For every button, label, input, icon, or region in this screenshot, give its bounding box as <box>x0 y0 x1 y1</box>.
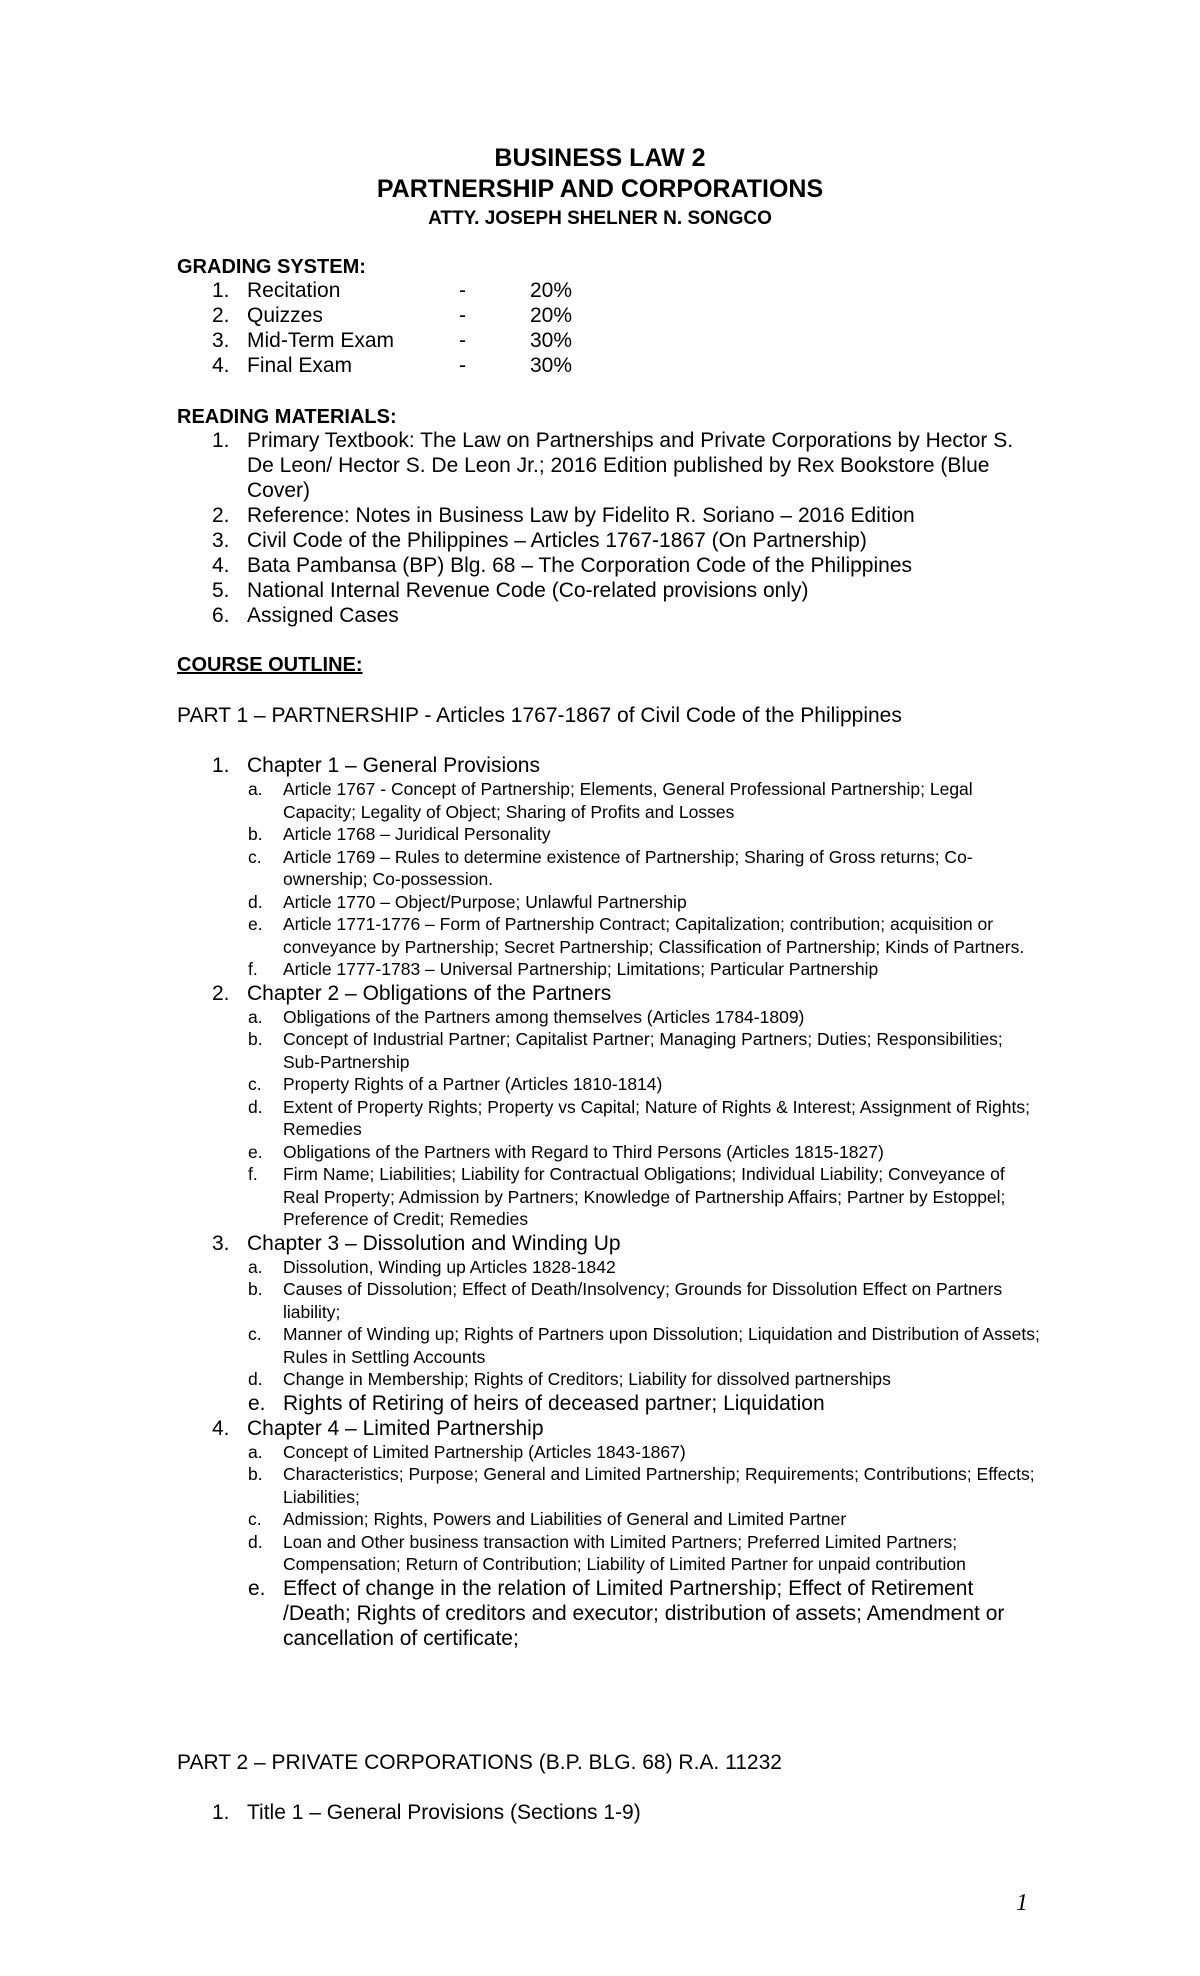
chapter-subitem <box>212 1096 1042 1141</box>
subitem-letter: b. <box>248 824 263 844</box>
reading-item-text: Primary Textbook: The Law on Partnerships and Private Corporations by Hector S. De Leon/ Hector S. De Leon Jr.; 2016 Edition published by Rex Bookstore (Blue Cover) <box>247 429 1014 502</box>
course-title: BUSINESS LAW 2 <box>494 144 706 172</box>
subitem-letter: b. <box>248 1029 263 1049</box>
grading-item-number: 2. <box>212 304 230 327</box>
chapter-subitem <box>212 891 1042 914</box>
chapter-number: 3. <box>212 1231 230 1255</box>
subitem-text: Causes of Dissolution; Effect of Death/Insolvency; Grounds for Dissolution Effect on Partners liability; <box>283 1279 1003 1322</box>
chapter-item <box>212 1416 1042 1441</box>
subitem-text: Obligations of the Partners among themselves (Articles 1784-1809) <box>283 1006 805 1027</box>
subitem-letter: c. <box>248 846 262 867</box>
title-item <box>212 1800 641 1825</box>
chapter-item <box>212 981 1042 1006</box>
subitem-text: Obligations of the Partners with Regard to Third Persons (Articles 1815-1827) <box>283 1141 884 1162</box>
page-number: 1 <box>1016 1890 1028 1916</box>
subitem-text: Concept of Limited Partnership (Articles 1843-1867) <box>283 1441 686 1462</box>
grading-item <box>212 328 610 353</box>
subitem-letter: b. <box>248 1464 263 1484</box>
subitem-letter: a. <box>248 1441 263 1462</box>
subitem-letter: c. <box>248 1324 262 1344</box>
subitem-letter: a. <box>248 779 263 799</box>
reading-item-text: National Internal Revenue Code (Co-related provisions only) <box>247 579 809 602</box>
reading-item-number: 5. <box>212 579 230 602</box>
reading-item <box>212 428 1042 503</box>
subitem-text: Article 1769 – Rules to determine existence of Partnership; Sharing of Gross returns; Co-ownership; Co-possession. <box>283 846 973 889</box>
grading-item-number: 4. <box>212 354 230 377</box>
chapter-number: 4. <box>212 1416 230 1440</box>
course-outline-heading: COURSE OUTLINE: <box>177 654 363 676</box>
reading-item <box>212 553 1042 578</box>
chapter-subitem <box>212 1508 1042 1531</box>
chapter-subitem <box>212 1531 1042 1576</box>
grading-item-percent: 20% <box>530 279 573 302</box>
chapter-subitem <box>212 1073 1042 1096</box>
chapter-subitem <box>212 1256 1042 1279</box>
subitem-text: Concept of Industrial Partner; Capitalist Partner; Managing Partners; Duties; Responsibilities; Sub-Partnership <box>283 1029 1003 1072</box>
subitem-text: Effect of change in the relation of Limited Partnership; Effect of Retirement /Death; Rights of creditors and executor; distribution of assets; Amendment or cancellation of certificate; <box>283 1576 1005 1650</box>
chapter-subitem <box>212 1006 1042 1029</box>
reading-item-number: 6. <box>212 604 230 627</box>
chapter-title: Chapter 1 – General Provisions <box>247 754 540 777</box>
chapter-number: 2. <box>212 981 230 1005</box>
subitem-text: Loan and Other business transaction with Limited Partners; Preferred Limited Partners; Compensation; Return of Contribution; Liability of Limited Partner for unpaid contribution <box>283 1531 966 1574</box>
subitem-text: Article 1777-1783 – Universal Partnership; Limitations; Particular Partnership <box>283 959 879 979</box>
subitem-letter: e. <box>248 1576 266 1600</box>
instructor-name: ATTY. JOSEPH SHELNER N. SONGCO <box>428 208 772 229</box>
chapter-item <box>212 1231 1042 1256</box>
grading-item-dash: - <box>459 354 466 377</box>
subitem-text: Article 1768 – Juridical Personality <box>283 824 551 844</box>
chapter-subitem <box>212 958 1042 981</box>
grading-item-label: Quizzes <box>247 304 323 327</box>
grading-item-label: Final Exam <box>247 354 353 377</box>
reading-item-number: 2. <box>212 504 230 527</box>
subitem-text: Article 1767 - Concept of Partnership; Elements, General Professional Partnership; Legal Capacity; Legality of Object; Sharing of Profits and Losses <box>283 779 973 822</box>
chapter-number: 1. <box>212 754 230 777</box>
subitem-text: Dissolution, Winding up Articles 1828-1842 <box>283 1256 616 1277</box>
course-subtitle: PARTNERSHIP AND CORPORATIONS <box>376 175 824 203</box>
subitem-text: Property Rights of a Partner (Articles 1810-1814) <box>283 1074 663 1094</box>
grading-item-label: Recitation <box>247 279 341 302</box>
subitem-letter: e. <box>248 1391 266 1415</box>
reading-item-text: Civil Code of the Philippines – Articles 1767-1867 (On Partnership) <box>247 529 867 552</box>
chapter-subitem <box>212 1323 1042 1368</box>
reading-item-text: Assigned Cases <box>247 604 399 627</box>
subitem-letter: a. <box>248 1006 263 1027</box>
grading-list <box>212 278 610 378</box>
chapter-subitem <box>212 1163 1042 1231</box>
subitem-letter: c. <box>248 1074 262 1094</box>
grading-item-label: Mid-Term Exam <box>247 329 395 352</box>
subitem-letter: d. <box>248 1096 263 1117</box>
grading-item-number: 1. <box>212 279 230 302</box>
reading-list <box>212 428 1042 628</box>
reading-item <box>212 503 1042 528</box>
chapter-subitem <box>212 913 1042 958</box>
chapter-title: Chapter 3 – Dissolution and Winding Up <box>247 1231 621 1255</box>
grading-item-percent: 30% <box>530 354 573 377</box>
grading-item-percent: 20% <box>530 304 573 327</box>
subitem-text: Article 1770 – Object/Purpose; Unlawful Partnership <box>283 891 687 912</box>
part-2-heading: PART 2 – PRIVATE CORPORATIONS (B.P. BLG. 68) R.A. 11232 <box>177 1751 782 1774</box>
subitem-text: Article 1771-1776 – Form of Partnership Contract; Capitalization; contribution; acquisition or conveyance by Partnership; Secret Partnership; Classification of Partnership; Kinds of Partners. <box>283 914 1025 957</box>
subitem-text: Firm Name; Liabilities; Liability for Contractual Obligations; Individual Liability; Conveyance of Real Property; Admission by Partners; Knowledge of Partnership Affairs; Partner by Estoppel; Preference of Credit; Remedies <box>283 1164 1006 1229</box>
chapter-subitem <box>212 1441 1042 1464</box>
grading-system-heading: GRADING SYSTEM: <box>177 256 366 278</box>
title-text: Title 1 – General Provisions (Sections 1-9) <box>247 1801 641 1824</box>
subitem-letter: e. <box>248 914 263 934</box>
subitem-text: Manner of Winding up; Rights of Partners upon Dissolution; Liquidation and Distribution of Assets; Rules in Settling Accounts <box>283 1324 1040 1367</box>
grading-item-percent: 30% <box>530 329 573 352</box>
subitem-text: Extent of Property Rights; Property vs Capital; Nature of Rights & Interest; Assignment of Rights; Remedies <box>283 1096 1030 1139</box>
reading-item-number: 3. <box>212 529 230 552</box>
grading-item-dash: - <box>459 329 466 352</box>
chapter-subitem <box>212 1463 1042 1508</box>
grading-item <box>212 303 610 328</box>
reading-item <box>212 528 1042 553</box>
reading-materials-heading: READING MATERIALS: <box>177 406 397 428</box>
chapter-subitem <box>212 1141 1042 1164</box>
chapter-subitem <box>212 1576 1042 1651</box>
subitem-letter: f. <box>248 959 258 979</box>
chapter-title: Chapter 4 – Limited Partnership <box>247 1416 544 1440</box>
chapter-subitem <box>212 778 1042 823</box>
grading-item-dash: - <box>459 279 466 302</box>
subitem-letter: d. <box>248 1531 263 1552</box>
chapter-subitem <box>212 846 1042 891</box>
subitem-letter: a. <box>248 1256 263 1277</box>
chapter-subitem <box>212 1391 1042 1416</box>
subitem-letter: f. <box>248 1164 258 1184</box>
grading-item-number: 3. <box>212 329 230 352</box>
reading-item-number: 4. <box>212 554 230 577</box>
subitem-text: Rights of Retiring of heirs of deceased partner; Liquidation <box>283 1391 825 1415</box>
subitem-text: Admission; Rights, Powers and Liabilities of General and Limited Partner <box>283 1509 847 1529</box>
subitem-letter: b. <box>248 1279 263 1299</box>
subitem-text: Characteristics; Purpose; General and Limited Partnership; Requirements; Contributions; Effects; Liabilities; <box>283 1464 1035 1507</box>
grading-item <box>212 278 610 303</box>
subitem-letter: e. <box>248 1141 263 1162</box>
subitem-letter: c. <box>248 1509 262 1529</box>
grading-item-dash: - <box>459 304 466 327</box>
subitem-letter: d. <box>248 891 263 912</box>
part-1-heading: PART 1 – PARTNERSHIP - Articles 1767-1867 of Civil Code of the Philippines <box>177 704 902 727</box>
reading-item-number: 1. <box>212 429 230 452</box>
subitem-text: Change in Membership; Rights of Creditors; Liability for dissolved partnerships <box>283 1369 891 1389</box>
reading-item-text: Reference: Notes in Business Law by Fidelito R. Soriano – 2016 Edition <box>247 504 915 527</box>
chapter-subitem <box>212 1028 1042 1073</box>
chapter-title: Chapter 2 – Obligations of the Partners <box>247 981 612 1005</box>
reading-item <box>212 578 1042 603</box>
course-outline-list <box>212 753 1042 1651</box>
chapter-subitem <box>212 1278 1042 1323</box>
title-number: 1. <box>212 1801 230 1824</box>
chapter-item <box>212 753 1042 778</box>
chapter-subitem <box>212 1368 1042 1391</box>
reading-item <box>212 603 1042 628</box>
subitem-letter: d. <box>248 1369 263 1389</box>
chapter-subitem <box>212 823 1042 846</box>
grading-item <box>212 353 610 378</box>
reading-item-text: Bata Pambansa (BP) Blg. 68 – The Corporation Code of the Philippines <box>247 554 913 577</box>
